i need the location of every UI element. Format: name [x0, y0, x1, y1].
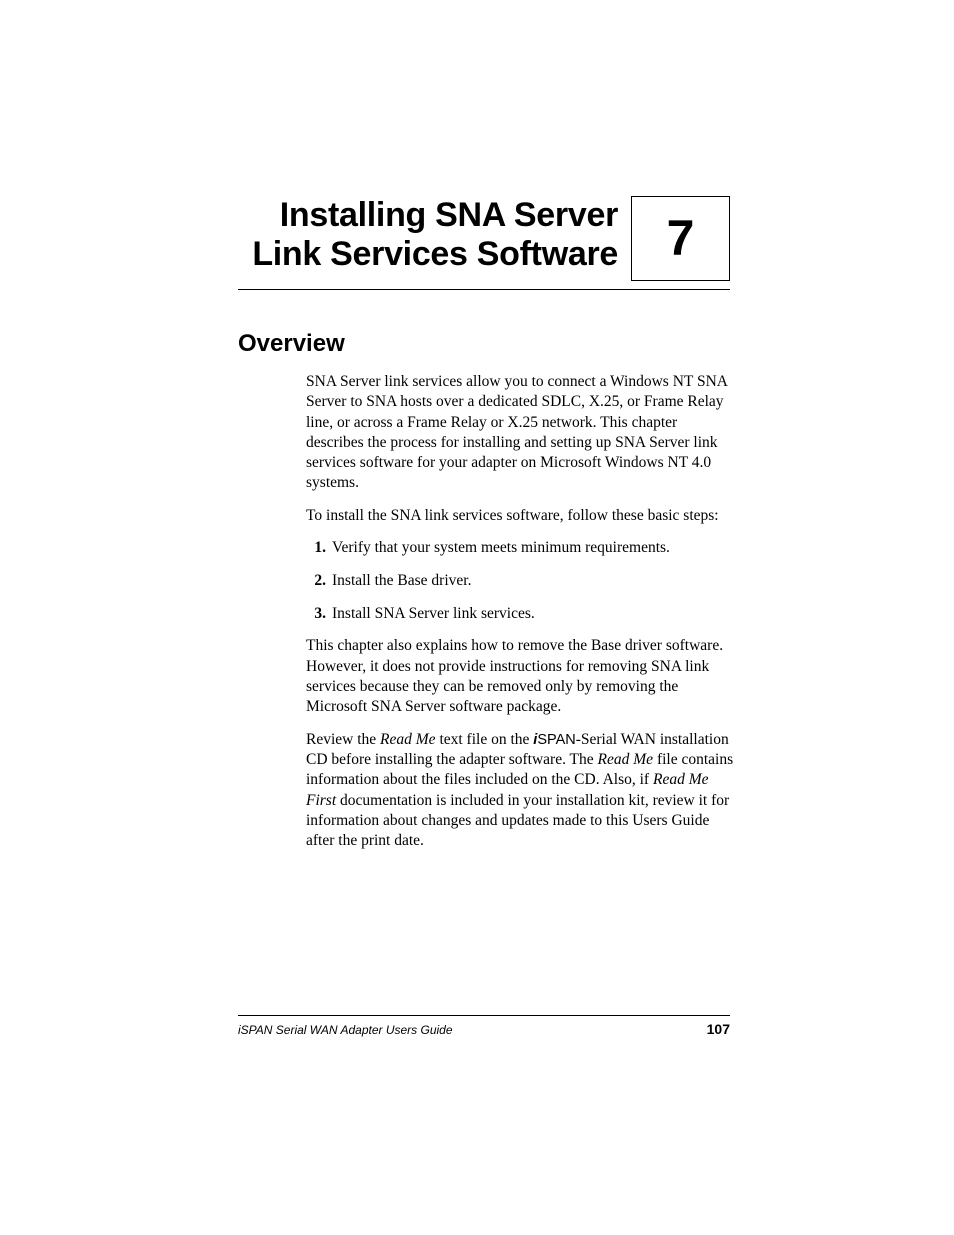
step-item: [306, 604, 734, 624]
remove-note-paragraph: This chapter also explains how to remove the Base driver software. However, it does not provide instructions for removing SNA link services because they can be removed only by removing the Microsoft SNA Server software package.: [306, 637, 724, 716]
step-text: Install SNA Server link services.: [332, 604, 535, 622]
chapter-title: [238, 196, 618, 274]
footer-guide-title: iSPAN Serial WAN Adapter Users Guide: [238, 1023, 453, 1037]
step-number: 1.: [314, 539, 326, 557]
step-item: [306, 571, 734, 591]
read-me-first-title: Read Me First: [306, 771, 709, 809]
body-text: [306, 372, 734, 863]
intro-paragraph: SNA Server link services allow you to connect a Windows NT SNA Server to SNA hosts over a dedicated SDLC, X.25, or Frame Relay line, or across a Frame Relay or X.25 network. This chapter describes the process for installing and setting up SNA Server link services software for your adapter on Microsoft Windows NT 4.0 systems.: [306, 373, 728, 492]
chapter-number: 7: [666, 210, 695, 266]
page-number: 107: [706, 1021, 730, 1037]
step-number: 3.: [314, 604, 326, 622]
ispan-i: i: [533, 731, 538, 748]
readme-text: documentation is included in your installation kit, review it for information about changes and updates made to this Users Guide after the print date.: [306, 791, 730, 850]
section-heading: Overview: [238, 330, 345, 357]
step-item: [306, 538, 734, 558]
readme-text: -Serial WAN installation CD before installing the adapter software. The: [306, 730, 729, 768]
chapter-title-line-2: Link Services Software: [252, 235, 618, 273]
readme-text: text file on the: [435, 730, 534, 748]
step-text: Verify that your system meets minimum requirements.: [332, 539, 670, 557]
read-me-title: Read Me: [597, 750, 654, 768]
readme-text: file contains information about the files included on the CD. Also, if: [306, 750, 734, 789]
ispan-brand: [533, 732, 575, 748]
step-text: Install the Base driver.: [332, 571, 472, 589]
chapter-divider: [238, 289, 730, 290]
ispan-span: SPAN: [537, 731, 576, 748]
chapter-number-box: [631, 196, 730, 281]
steps-list: [306, 538, 734, 624]
step-number: 2.: [314, 571, 326, 589]
read-me-title: Read Me: [380, 730, 436, 748]
readme-text: Review the: [306, 730, 381, 748]
chapter-title-line-1: Installing SNA Server: [279, 196, 618, 234]
readme-paragraph: [306, 730, 734, 852]
footer-divider: [238, 1015, 730, 1016]
steps-intro-paragraph: To install the SNA link services software, follow these basic steps:: [306, 506, 719, 524]
